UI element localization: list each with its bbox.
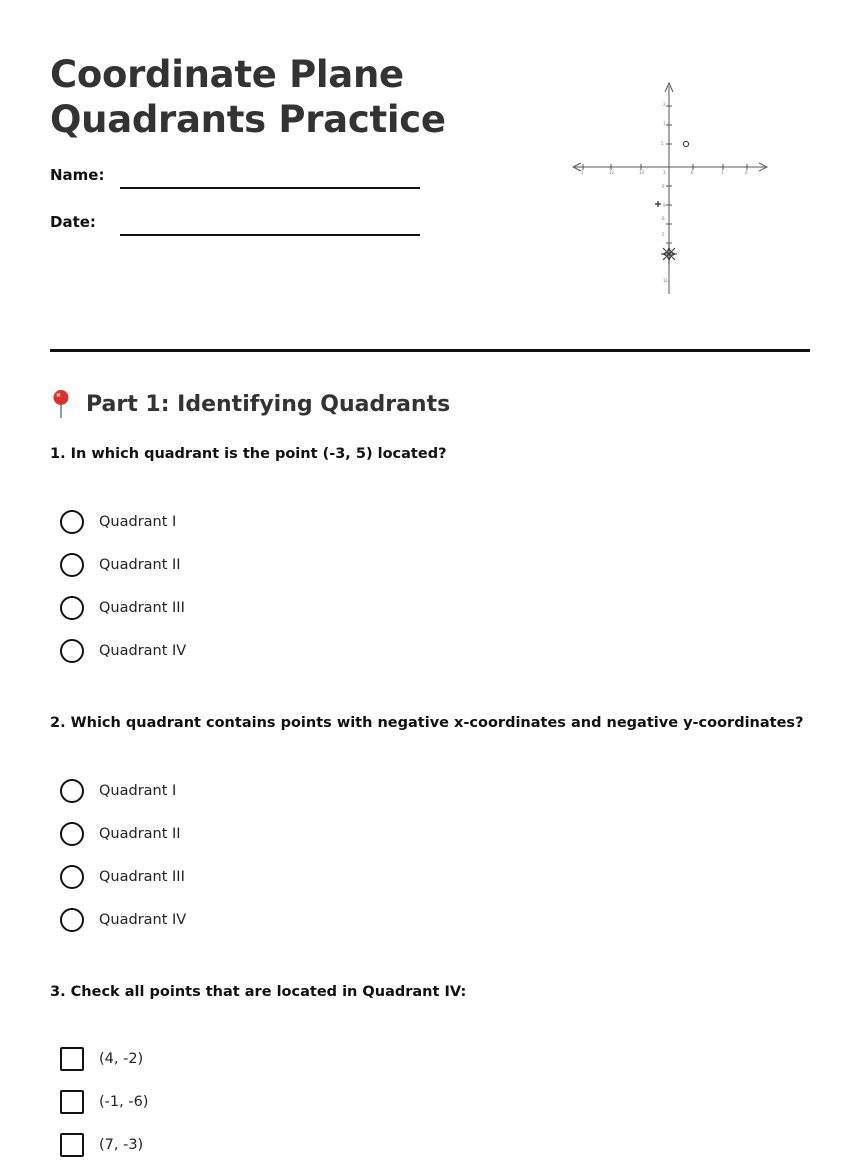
option-label: Quadrant I — [99, 783, 177, 799]
q1-option-3[interactable] — [60, 595, 185, 621]
svg-text:3: 3 — [663, 170, 666, 175]
option-label: Quadrant III — [99, 600, 185, 616]
radio-button[interactable] — [60, 596, 84, 620]
question-1-text: 1. In which quadrant is the point (-3, 5) located? — [50, 446, 447, 462]
svg-text:9: 9 — [662, 184, 665, 189]
svg-text:12: 12 — [609, 170, 615, 175]
radio-button[interactable] — [60, 510, 84, 534]
pushpin-icon — [50, 389, 72, 419]
option-label: Quadrant III — [99, 869, 185, 885]
svg-text:6: 6 — [662, 216, 665, 221]
title-line-1: Coordinate Plane — [50, 53, 404, 96]
svg-text:5: 5 — [662, 232, 665, 237]
radio-button[interactable] — [60, 779, 84, 803]
question-2-text: 2. Which quadrant contains points with negative x-coordinates and negative y-coordinates? — [50, 715, 804, 731]
date-field[interactable] — [120, 234, 420, 236]
svg-text:13: 13 — [639, 170, 645, 175]
q1-option-2[interactable] — [60, 552, 181, 578]
page-title — [50, 52, 510, 142]
checkbox[interactable] — [60, 1047, 84, 1071]
q3-option-1[interactable] — [60, 1046, 143, 1072]
option-label: Quadrant IV — [99, 912, 187, 928]
radio-button[interactable] — [60, 822, 84, 846]
q2-option-3[interactable] — [60, 864, 185, 890]
svg-text:0: 0 — [745, 170, 748, 175]
radio-button[interactable] — [60, 553, 84, 577]
name-label: Name: — [50, 166, 105, 184]
coordinate-plane-illustration — [565, 78, 775, 300]
section-title: Part 1: Identifying Quadrants — [86, 391, 451, 417]
q2-option-1[interactable] — [60, 778, 176, 804]
svg-text:2: 2 — [663, 102, 666, 107]
q3-option-2[interactable] — [60, 1089, 148, 1115]
checkbox[interactable] — [60, 1090, 84, 1114]
svg-text:9: 9 — [663, 203, 666, 208]
date-label: Date: — [50, 213, 96, 231]
question-3-text: 3. Check all points that are located in Quadrant IV: — [50, 984, 467, 1000]
radio-button[interactable] — [60, 908, 84, 932]
option-label: Quadrant IV — [99, 643, 187, 659]
radio-button[interactable] — [60, 639, 84, 663]
checkbox[interactable] — [60, 1133, 84, 1157]
option-label: Quadrant II — [99, 826, 181, 842]
q1-option-4[interactable] — [60, 638, 186, 664]
svg-text:5: 5 — [661, 141, 664, 146]
name-field[interactable] — [120, 187, 420, 189]
svg-text:1: 1 — [721, 170, 724, 175]
radio-button[interactable] — [60, 865, 84, 889]
title-line-2: Quadrants Practice — [50, 98, 446, 141]
q2-option-4[interactable] — [60, 907, 186, 933]
q1-option-1[interactable] — [60, 509, 176, 535]
option-label: (4, -2) — [99, 1051, 144, 1067]
option-label: (-1, -6) — [99, 1094, 149, 1110]
svg-text:1: 1 — [663, 121, 666, 126]
svg-text:1: 1 — [581, 170, 584, 175]
q3-option-3[interactable] — [60, 1132, 143, 1158]
section-divider — [50, 349, 810, 352]
svg-text:6: 6 — [691, 170, 694, 175]
option-label: (7, -3) — [99, 1137, 144, 1153]
section-heading — [50, 389, 450, 419]
q2-option-2[interactable] — [60, 821, 181, 847]
option-label: Quadrant I — [99, 514, 177, 530]
svg-text:11: 11 — [663, 278, 669, 283]
option-label: Quadrant II — [99, 557, 181, 573]
